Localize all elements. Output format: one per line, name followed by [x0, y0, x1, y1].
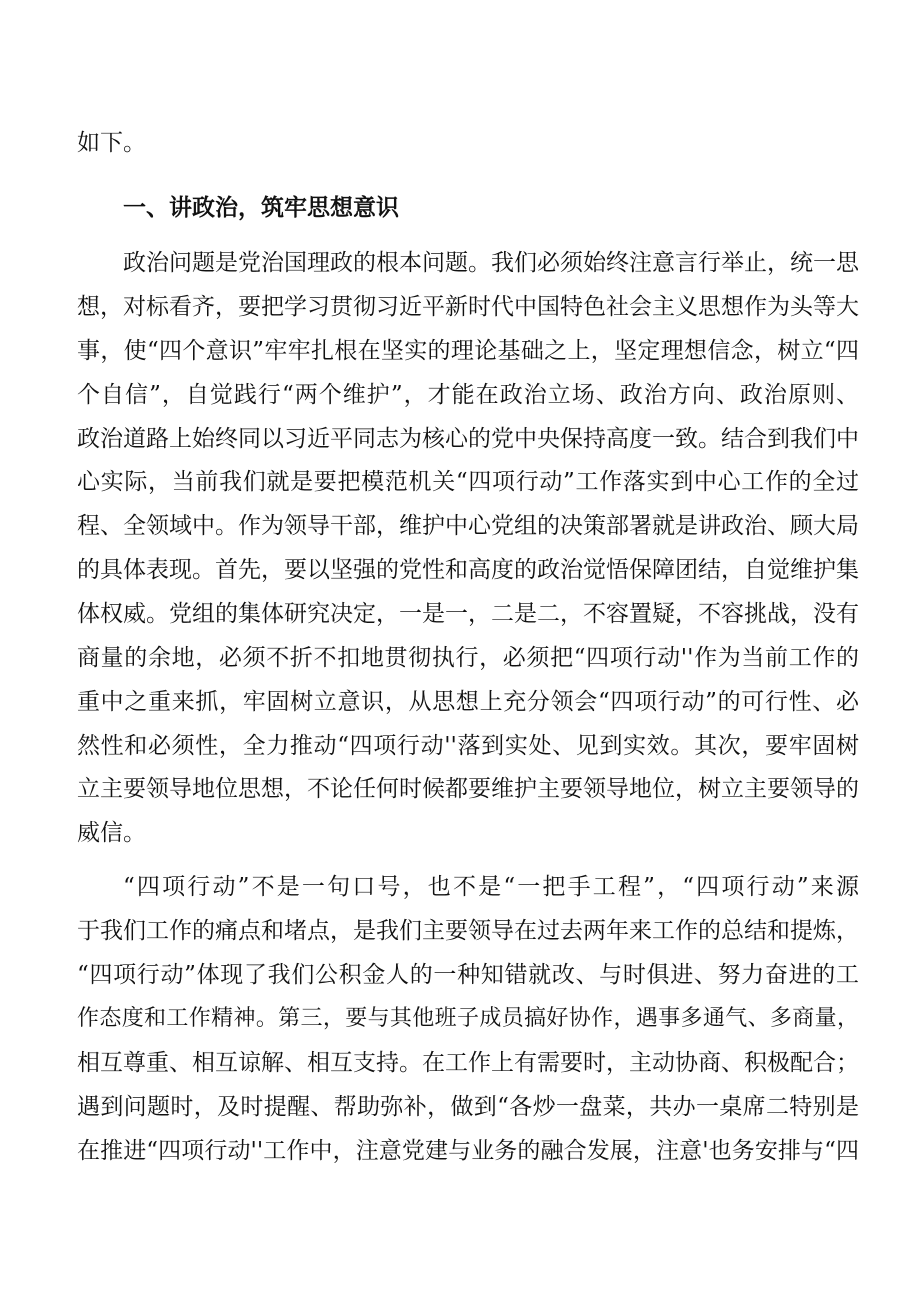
paragraph-line: 遇到问题时，及时提醒、帮助弥补，做到“各炒一盘菜，共办一桌席二特别是 — [77, 1094, 859, 1120]
paragraph-line: 想，对标看齐，要把学习贯彻习近平新时代中国特色社会主义思想作为头等大 — [77, 294, 859, 320]
paragraph-line: 心实际，当前我们就是要把模范机关“四项行动”工作落实到中心工作的全过 — [77, 469, 859, 495]
paragraph-line: 商量的余地，必须不折不扣地贯彻执行，必须把“四项行动''作为当前工作的 — [77, 645, 859, 671]
paragraph-line: 在推进“四项行动''工作中，注意党建与业务的融合发展，注意'也务安排与“四 — [77, 1138, 859, 1164]
paragraph-line: 作态度和工作精神。第三，要与其他班子成员搞好协作，遇事多通气、多商量， — [77, 1006, 859, 1031]
paragraph-line: 个自信”，自觉践行“两个维护”，才能在政治立场、政治方向、政治原则、 — [77, 382, 859, 408]
paragraph-line: 体权威。党组的集体研究决定，一是一，二是二，不容置疑，不容挑战，没有 — [77, 601, 859, 627]
paragraph-line: 相互尊重、相互谅解、相互支持。在工作上有需要时，主动协商、积极配合； — [77, 1050, 859, 1076]
paragraph-line: “四项行动”体现了我们公积金人的一种知错就改、与时俱进、努力奋进的工 — [77, 962, 859, 988]
paragraph-line: 立主要领导地位思想，不论任何时候都要维护主要领导地位，树立主要领导的 — [77, 776, 859, 802]
paragraph-line: 政治问题是党治国理政的根本问题。我们必须始终注意言行举止，统一思 — [123, 250, 859, 276]
paragraph-line: 政治道路上始终同以习近平同志为核心的党中央保持高度一致。结合到我们中 — [77, 426, 859, 452]
paragraph-line: 然性和必须性，全力推动“四项行动''落到实处、见到实效。其次，要牢固树 — [77, 733, 859, 759]
intro-tail-line: 如下。 — [77, 130, 146, 156]
paragraph-line: 事，使“四个意识”牢牢扎根在坚实的理论基础之上，坚定理想信念，树立“四 — [77, 338, 859, 364]
paragraph-line: 于我们工作的痛点和堵点，是我们主要领导在过去两年来工作的总结和提炼， — [77, 918, 859, 944]
paragraph-line: 程、全领域中。作为领导干部，维护中心党组的决策部署就是讲政治、顾大局 — [77, 513, 859, 539]
paragraph-line: 的具体表现。首先，要以坚强的党性和高度的政治觉悟保障团结，自觉维护集 — [77, 557, 859, 583]
paragraph-line: “四项行动”不是一句口号，也不是“一把手工程”，“四项行动”来源 — [123, 874, 859, 900]
section-heading: 一、讲政治，筑牢思想意识 — [123, 195, 399, 221]
paragraph-line: 威信。 — [77, 820, 146, 846]
paragraph-line: 重中之重来抓，牢固树立意识，从思想上充分领会“四项行动”的可行性、必 — [77, 689, 859, 715]
